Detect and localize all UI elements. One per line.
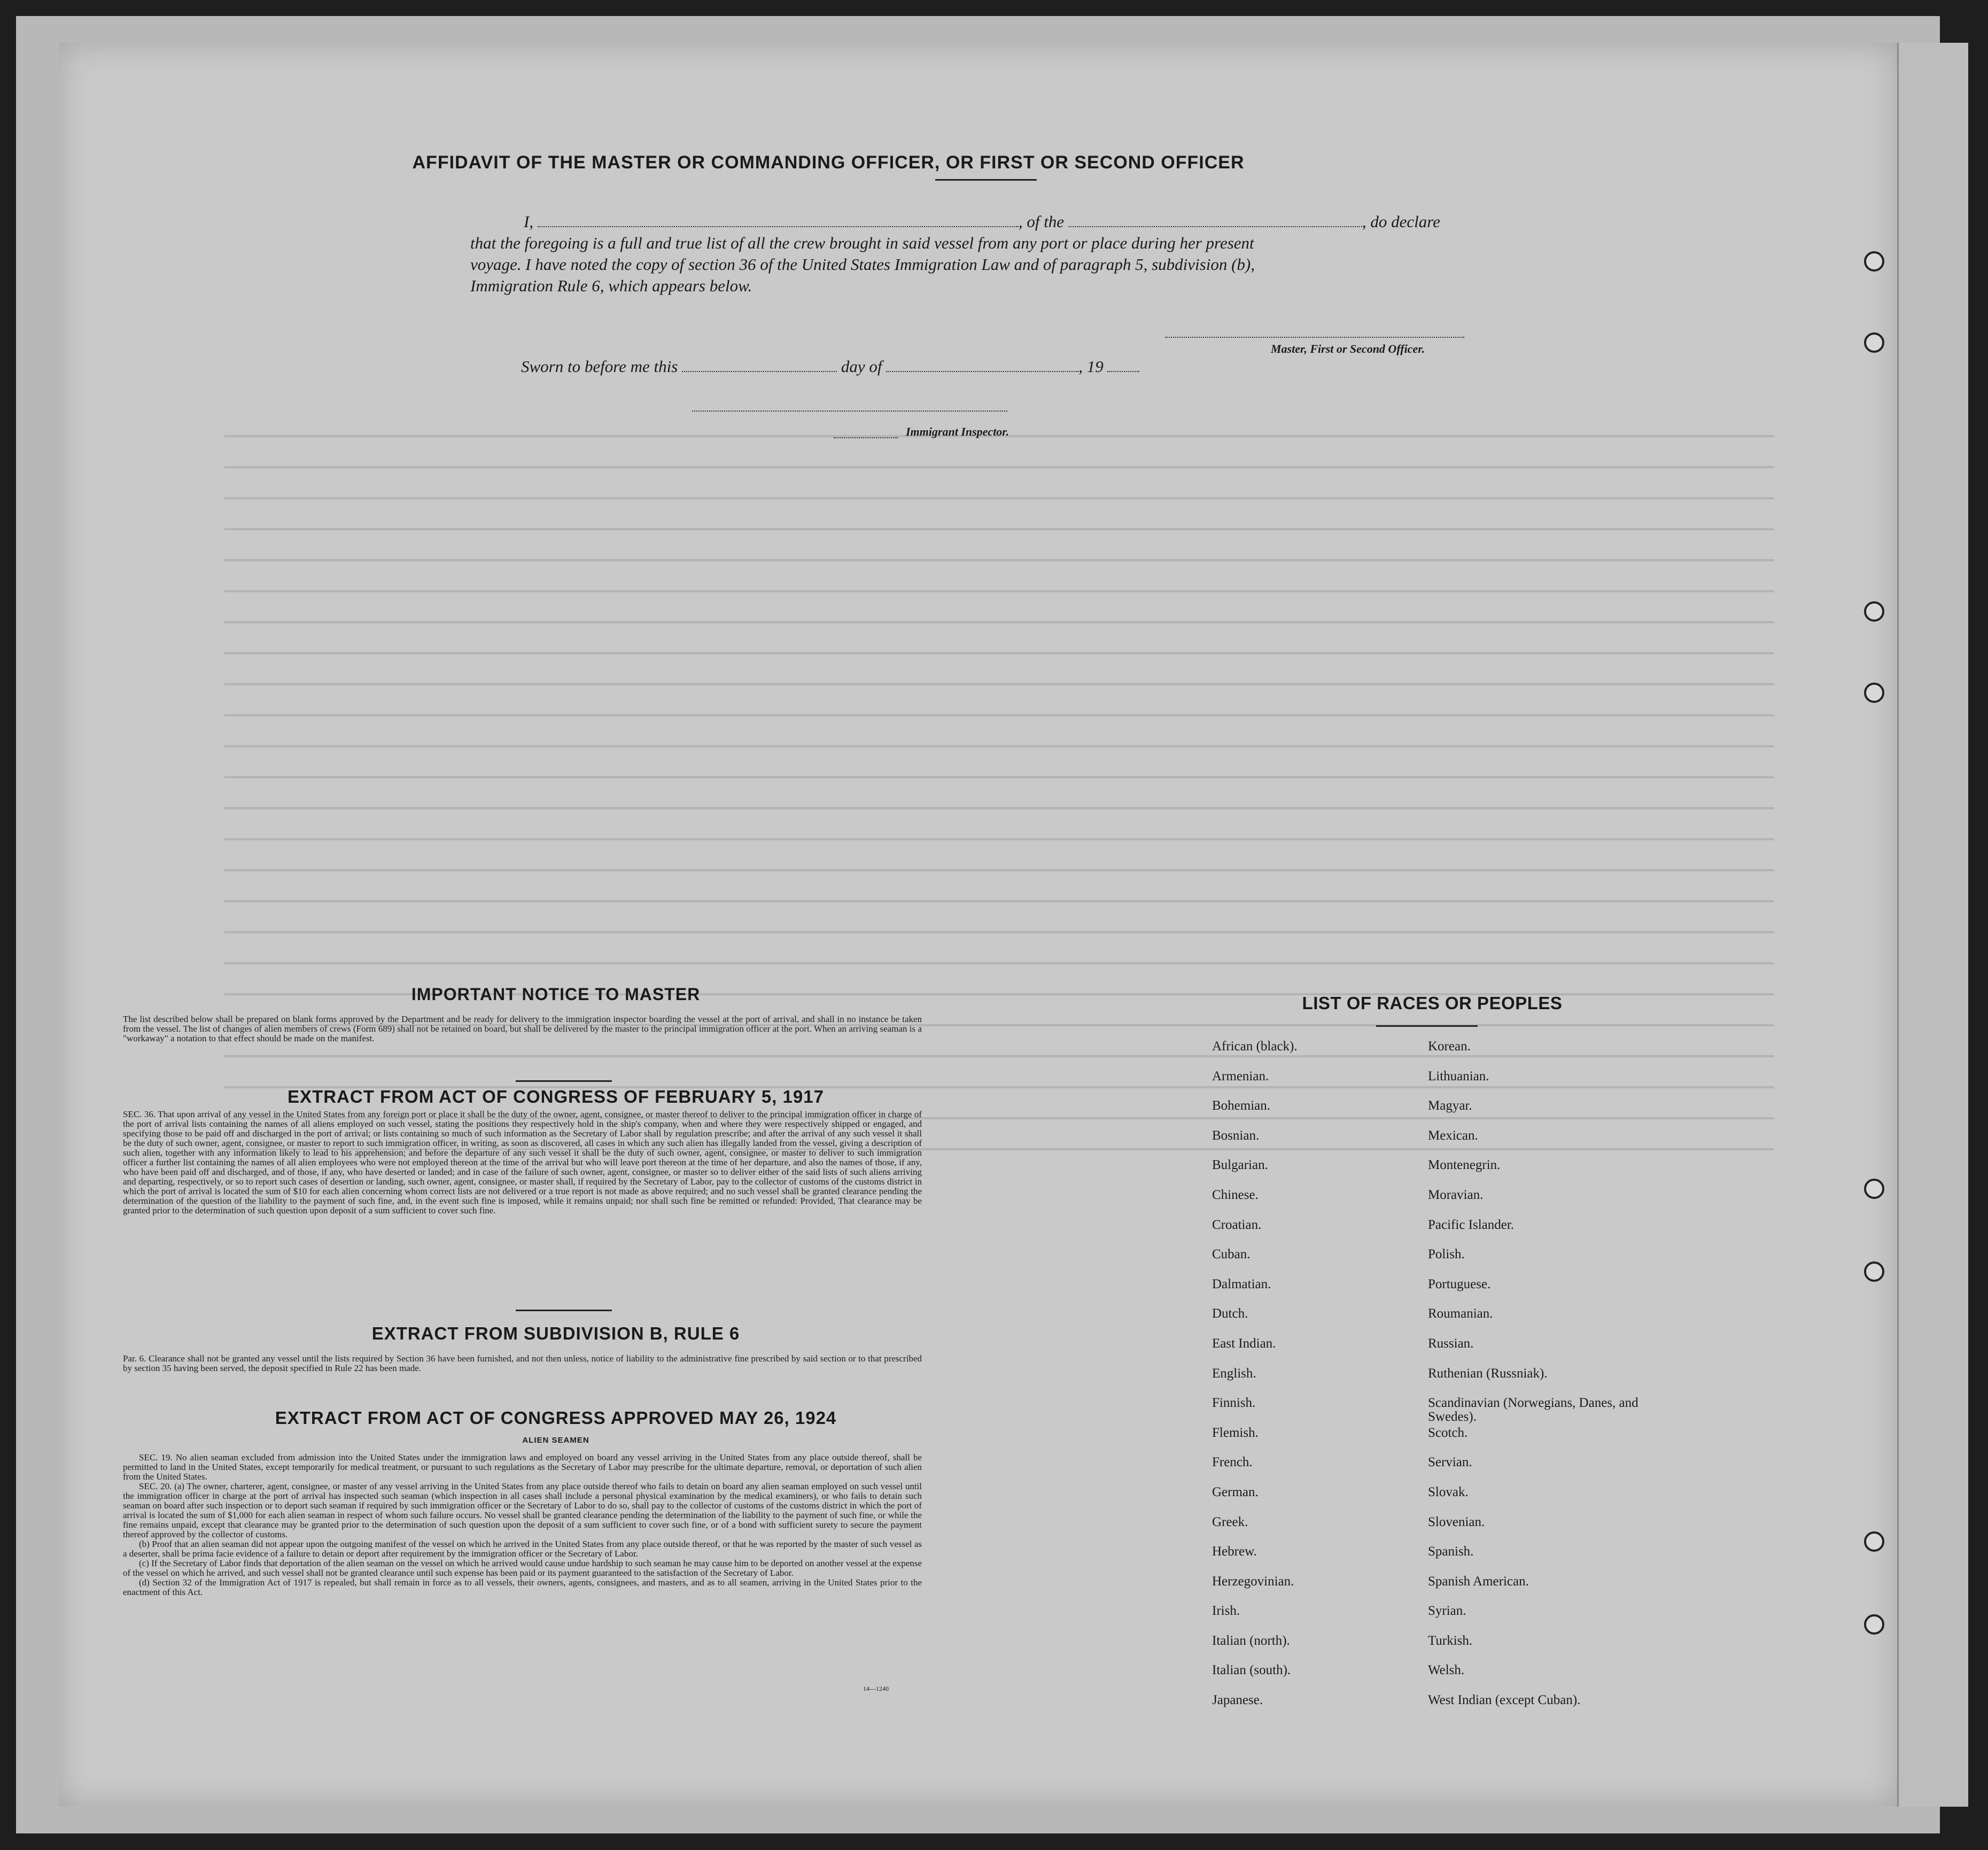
race-item: Lithuanian. <box>1428 1069 1489 1083</box>
race-item: Bulgarian. <box>1212 1158 1268 1173</box>
races-title: LIST OF RACES OR PEOPLES <box>1302 993 1563 1013</box>
section-20a: SEC. 20. (a) The owner, charterer, agent, consignee, or master of any vessel arriving in the United States from any place outside thereof who fails to detain on board any alien seaman employed on such vessel until the immigration officer in charge at the port of arrival has inspected such seaman (which inspection in all cases shall include a personal physical examination by the medical examiners), or who fails to detain such seaman on board after such inspection or to deport such seaman if required by such immigration officer or the Secretary of Labor to do so, shall pay to the collector of customs of the customs district in which the port of arrival is located the sum of $1,000 for each alien seaman in respect of whom such failure occurs. No vessel shall be granted clearance pending the determination of the liability to the payment of such fine, or while the fine remains unpaid, except that clearance may be granted prior to the determination of such question upon the deposit of a sum sufficient to cover such fine, or of a bond with sufficient surety to secure the payment thereof approved by the collector of customs. <box>123 1481 922 1539</box>
race-item: Servian. <box>1428 1455 1472 1470</box>
punch-hole <box>1864 1614 1884 1635</box>
affidavit-line-4: Immigration Rule 6, which appears below. <box>470 276 752 295</box>
race-item: Italian (north). <box>1212 1633 1290 1648</box>
extract-1924-text <box>123 1453 922 1597</box>
master-caption: Master, First or Second Officer. <box>1271 342 1425 355</box>
affidavit-i: I, <box>524 212 534 231</box>
vessel-blank[interactable] <box>1068 214 1362 227</box>
year-label: , 19 <box>1078 357 1104 376</box>
sworn-label: Sworn to before me this <box>521 357 678 376</box>
race-item: Mexican. <box>1428 1128 1478 1143</box>
race-item: Greek. <box>1212 1514 1248 1529</box>
extract-1917-text: SEC. 36. That upon arrival of any vessel in the United States from any foreign port or place it shall be the duty of the owner, agent, consignee, or master thereof to deliver to the principal immigration officer in charge of the port of arrival lists containing the names of all aliens employed on such vessel, stating the positions they respectively hold in the ship's company, when and where they were respectively shipped or engaged, and specifying those to be paid off and discharged in the port of arrival; or lists containing so much of such information as the Secretary of Labor shall by regulation prescribe; and after the arrival of any such vessel it shall be the duty of such owner, agent, consignee, or master to report to such immigration officer, in writing, as soon as discovered, all cases in which any such alien has illegally landed from the vessel, giving a description of such alien, together with any information likely to lead to his apprehension; and before the departure of any such vessel it shall be the duty of such owner, agent, consignee, or master to deliver to such immigration officer a further list containing the names of all alien employees who were not employed thereon at the time of the arrival but who will leave port thereon at the time of her departure, and also the names of those, if any, who have been paid off and discharged, and of those, if any, who have deserted or landed; and in case of the failure of such owner, agent, consignee, or master so to deliver either of the said lists of such aliens arriving and departing, respectively, or so to report such cases of desertion or landing, such owner, agent, consignee, or master shall, if required by the Secretary of Labor, pay to the collector of customs of the customs district in which the port of arrival is located the sum of $10 for each alien concerning whom correct lists are not delivered or a true report is not made as above required; and no such vessel shall be granted clearance pending the determination of the question of the liability to the payment of such fine, and, in the event such fine is imposed, while it remains unpaid; nor shall such fine be remitted or refunded: Provided, That clearance may be granted prior to the determination of such question upon deposit of a sum sufficient to cover such fine. <box>123 1109 922 1216</box>
race-item: Spanish. <box>1428 1544 1474 1559</box>
race-item: Roumanian. <box>1428 1306 1493 1321</box>
race-item: Croatian. <box>1212 1217 1262 1232</box>
section-19: SEC. 19. No alien seaman excluded from admission into the United States under the immigration laws and employed on board any vessel arriving in the United States from any place outside thereof, shall be permitted to land in the United States, except temporarily for medical treatment, or pursuant to such regulations as the Secretary of Labor may prescribe for the ultimate departure, removal, or deportation of such alien from the United States. <box>123 1452 922 1482</box>
affidavit-statement <box>470 211 1512 297</box>
punch-hole <box>1864 1179 1884 1199</box>
inspector-caption: Immigrant Inspector. <box>906 425 1009 438</box>
day-of-label: day of <box>841 357 882 376</box>
inspector-signature-line-short[interactable] <box>834 437 898 438</box>
section-20b: (b) Proof that an alien seaman did not appear upon the outgoing manifest of the vessel on which he arrived in the United States from any place outside thereof, or that he was reported by the master of such vessel as a deserter, shall be prima facie evidence of a failure to detain or deport after requirement by the immigration officer or the Secretary of Labor. <box>123 1539 922 1559</box>
race-item: Cuban. <box>1212 1247 1251 1262</box>
affidavit-line-2: that the foregoing is a full and true list of all the crew brought in said vessel from any port or place during her present <box>470 234 1254 252</box>
race-item: Portuguese. <box>1428 1276 1491 1291</box>
race-item: Russian. <box>1428 1336 1474 1351</box>
race-item: Bohemian. <box>1212 1098 1271 1113</box>
race-item: French. <box>1212 1455 1253 1470</box>
race-item: Scotch. <box>1428 1425 1468 1440</box>
races-rule <box>1376 1025 1478 1027</box>
section-20c: (c) If the Secretary of Labor finds that deportation of the alien seaman on the vessel on which he arrived would cause undue hardship to such seaman he may cause him to be deported on another vessel at the expense of the vessel on which he arrived, and such vessel shall not be granted clearance until such expense has been paid or its payment guaranteed to the satisfaction of the Secretary of Labor. <box>123 1558 922 1578</box>
punch-hole <box>1864 683 1884 703</box>
race-item: Slovak. <box>1428 1484 1469 1499</box>
race-item: English. <box>1212 1366 1256 1381</box>
race-item: Herzegovinian. <box>1212 1574 1294 1589</box>
race-item: Syrian. <box>1428 1604 1466 1619</box>
adjacent-page-strip <box>1897 43 1968 1807</box>
race-item: Dutch. <box>1212 1306 1248 1321</box>
notice-text: The list described below shall be prepared on blank forms approved by the Department and be ready for delivery to the immigration inspector boarding the vessel at the port of arrival, and shall in no instance be taken from the vessel. The list of changes of alien members of crews (Form 689) shall not be retained on board, but shall be delivered by the master to the principal immigration officer at the port. When an arriving seaman is a "workaway" a notation to that effect should be made on the manifest. <box>123 1014 922 1043</box>
race-item: Finnish. <box>1212 1396 1256 1411</box>
punch-hole <box>1864 332 1884 353</box>
alien-seamen-subtitle: ALIEN SEAMEN <box>522 1436 589 1445</box>
race-item: Armenian. <box>1212 1069 1269 1083</box>
race-item: African (black). <box>1212 1039 1298 1054</box>
extract-1924-title: EXTRACT FROM ACT OF CONGRESS APPROVED MAY 26, 1924 <box>275 1408 837 1428</box>
race-item: Slovenian. <box>1428 1514 1485 1529</box>
name-blank[interactable] <box>538 214 1019 227</box>
sworn-day-blank[interactable] <box>682 359 837 372</box>
affidavit-declare: , do declare <box>1362 212 1440 231</box>
race-item: Moravian. <box>1428 1187 1484 1202</box>
affidavit-line-3: voyage. I have noted the copy of section 36 of the United States Immigration Law and of paragraph 5, subdivision (b), <box>470 255 1255 274</box>
punch-hole <box>1864 1261 1884 1282</box>
affidavit-line-1 <box>470 211 1512 233</box>
punch-hole <box>1864 1531 1884 1552</box>
race-item: Montenegrin. <box>1428 1158 1501 1173</box>
sworn-line <box>521 357 1139 376</box>
race-item: Korean. <box>1428 1039 1471 1054</box>
affidavit-title: AFFIDAVIT OF THE MASTER OR COMMANDING OFFICER, OR FIRST OR SECOND OFFICER <box>412 152 1245 173</box>
race-item: Bosnian. <box>1212 1128 1260 1143</box>
punch-hole <box>1864 601 1884 622</box>
race-item: Japanese. <box>1212 1693 1263 1708</box>
race-item: Pacific Islander. <box>1428 1217 1515 1232</box>
race-item: Magyar. <box>1428 1098 1472 1113</box>
inspector-signature-line[interactable] <box>692 411 1007 412</box>
race-item: Spanish American. <box>1428 1574 1529 1589</box>
sworn-month-blank[interactable] <box>886 359 1078 372</box>
race-item: Hebrew. <box>1212 1544 1257 1559</box>
race-item: Ruthenian (Russniak). <box>1428 1366 1548 1381</box>
races-right-column <box>1428 1040 1642 1723</box>
race-item: German. <box>1212 1484 1259 1499</box>
section-rule <box>516 1310 612 1311</box>
race-item: Chinese. <box>1212 1187 1259 1202</box>
sworn-year-blank[interactable] <box>1107 359 1139 372</box>
race-item: East Indian. <box>1212 1336 1276 1351</box>
notice-title: IMPORTANT NOTICE TO MASTER <box>411 985 701 1004</box>
race-item: West Indian (except Cuban). <box>1428 1693 1581 1708</box>
race-item: Irish. <box>1212 1604 1240 1619</box>
race-item: Turkish. <box>1428 1633 1473 1648</box>
race-item: Polish. <box>1428 1247 1465 1262</box>
punch-hole <box>1864 251 1884 272</box>
affidavit-of-the: , of the <box>1018 212 1065 231</box>
race-item: Italian (south). <box>1212 1663 1291 1678</box>
race-item: Scandinavian (Norwegians, Danes, and Swedes). <box>1428 1396 1638 1425</box>
race-item: Flemish. <box>1212 1425 1259 1440</box>
section-20d: (d) Section 32 of the Immigration Act of 1917 is repealed, but shall remain in force as to all vessels, their owners, agents, consignees, and masters, and as to all seamen, arriving in the United States prior to the enactment of this Act. <box>123 1577 922 1597</box>
section-rule <box>516 1080 612 1082</box>
extract-rule6-title: EXTRACT FROM SUBDIVISION B, RULE 6 <box>371 1323 740 1343</box>
form-number: 14—1240 <box>863 1685 889 1692</box>
title-rule <box>935 179 1037 181</box>
master-signature-line[interactable] <box>1165 337 1464 338</box>
race-item: Welsh. <box>1428 1663 1465 1678</box>
extract-rule6-text: Par. 6. Clearance shall not be granted any vessel until the lists required by Section 36 have been furnished, and not then unless, notice of liability to the administrative fine prescribed by said section or to that prescribed by section 35 having been served, the deposit specified in Rule 22 has been made. <box>123 1353 922 1373</box>
extract-1917-title: EXTRACT FROM ACT OF CONGRESS OF FEBRUARY 5, 1917 <box>288 1087 824 1106</box>
race-item: Dalmatian. <box>1212 1276 1271 1291</box>
